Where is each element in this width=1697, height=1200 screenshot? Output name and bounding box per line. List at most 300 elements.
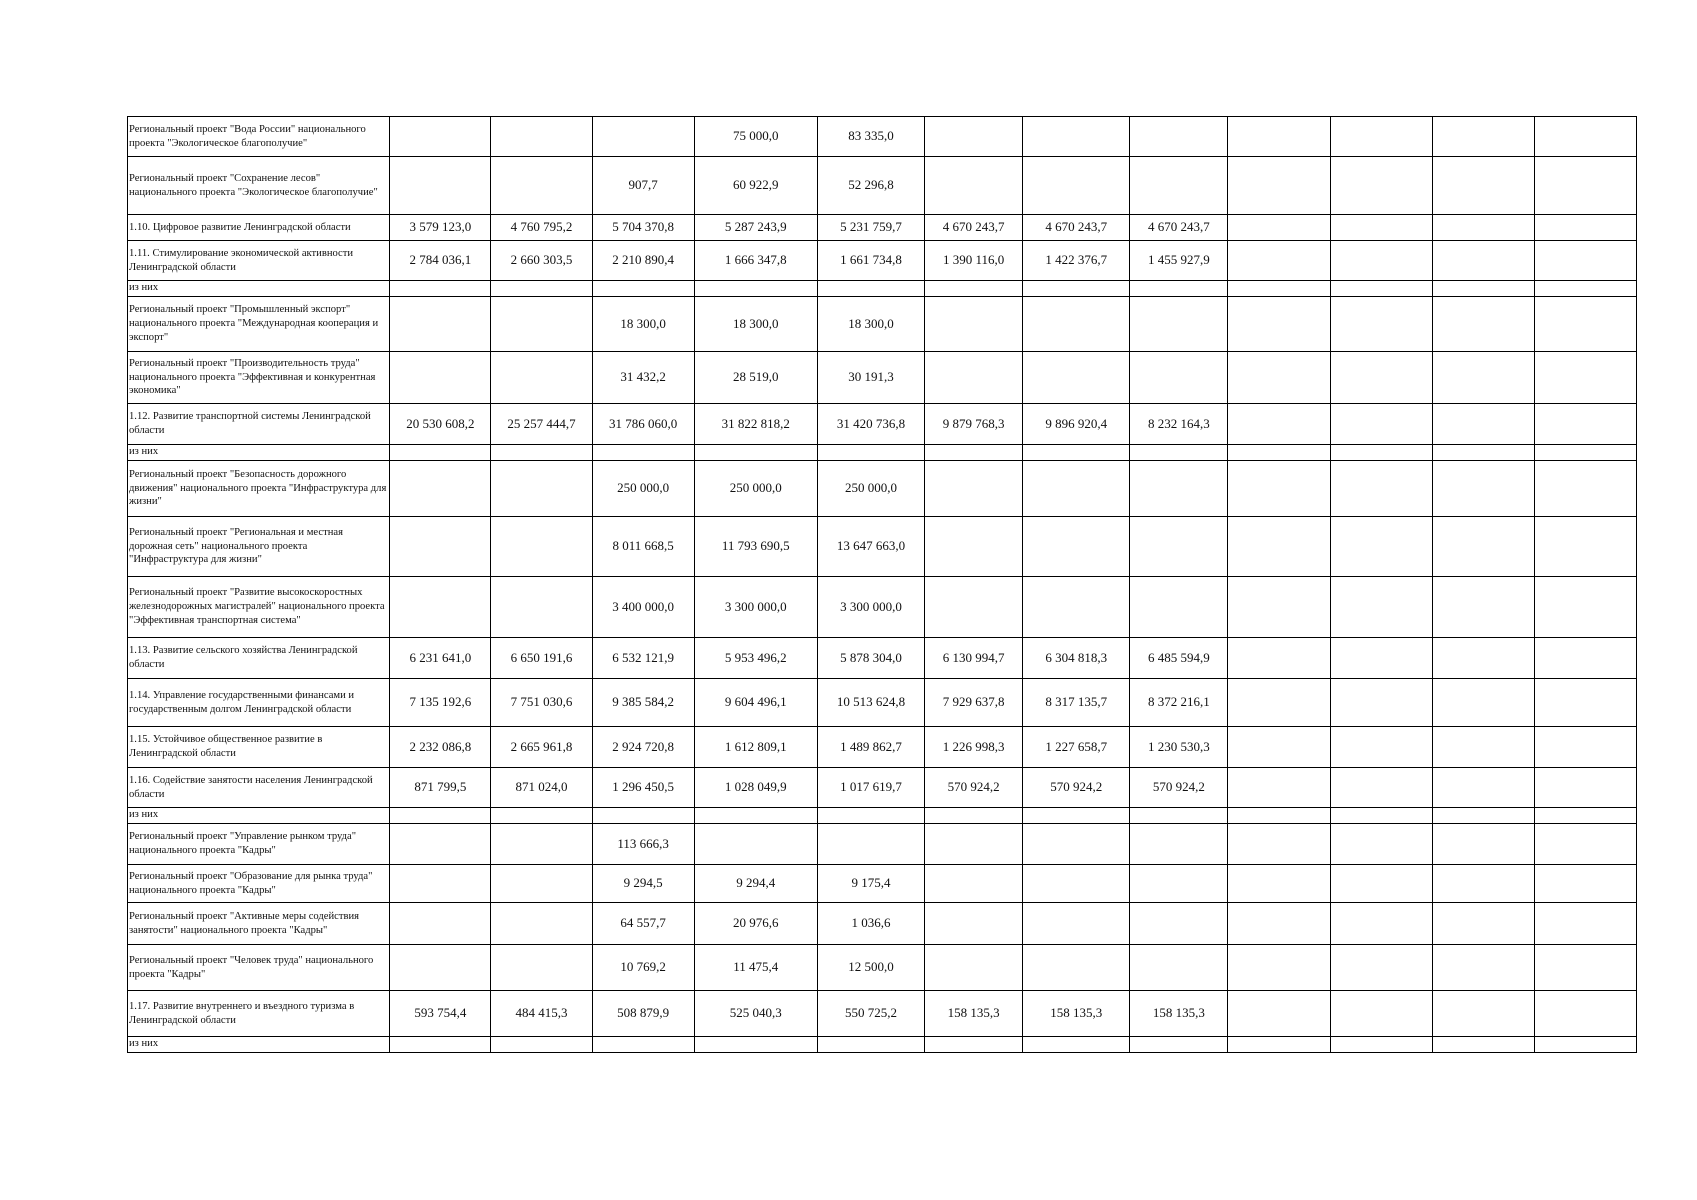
value-cell: 2 210 890,4 <box>592 241 694 281</box>
value-cell <box>390 824 491 865</box>
value-cell: 871 799,5 <box>390 768 491 808</box>
value-cell <box>925 445 1023 461</box>
value-cell: 5 878 304,0 <box>817 638 924 679</box>
row-label: Региональный проект "Промышленный экспорт" национального проекта "Международная кооперация и экспорт" <box>128 297 390 352</box>
value-cell <box>1023 903 1130 945</box>
value-cell <box>1534 991 1636 1037</box>
value-cell <box>1130 903 1228 945</box>
value-cell: 5 953 496,2 <box>694 638 817 679</box>
value-cell <box>1534 903 1636 945</box>
value-cell: 508 879,9 <box>592 991 694 1037</box>
value-cell: 7 751 030,6 <box>491 679 592 727</box>
value-cell: 8 232 164,3 <box>1130 404 1228 445</box>
value-cell <box>1228 679 1330 727</box>
value-cell <box>390 865 491 903</box>
value-cell <box>1023 117 1130 157</box>
value-cell <box>1130 808 1228 824</box>
value-cell <box>1330 991 1432 1037</box>
value-cell <box>491 157 592 215</box>
value-cell <box>1130 281 1228 297</box>
value-cell <box>1130 461 1228 517</box>
value-cell <box>694 1037 817 1053</box>
value-cell <box>592 1037 694 1053</box>
value-cell <box>1330 679 1432 727</box>
value-cell <box>1330 945 1432 991</box>
value-cell <box>1534 768 1636 808</box>
table-row <box>128 461 1637 517</box>
value-cell: 1 489 862,7 <box>817 727 924 768</box>
value-cell: 2 232 086,8 <box>390 727 491 768</box>
value-cell <box>1228 445 1330 461</box>
value-cell <box>1432 679 1534 727</box>
value-cell <box>1330 903 1432 945</box>
value-cell <box>1023 517 1130 577</box>
value-cell <box>491 297 592 352</box>
value-cell <box>1534 865 1636 903</box>
table-row <box>128 157 1637 215</box>
value-cell <box>1534 727 1636 768</box>
value-cell: 1 666 347,8 <box>694 241 817 281</box>
value-cell <box>491 577 592 638</box>
value-cell: 31 786 060,0 <box>592 404 694 445</box>
value-cell: 10 769,2 <box>592 945 694 991</box>
value-cell <box>1130 577 1228 638</box>
value-cell <box>1432 768 1534 808</box>
row-label: Региональный проект "Управление рынком труда" национального проекта "Кадры" <box>128 824 390 865</box>
row-label: 1.15. Устойчивое общественное развитие в Ленинградской области <box>128 727 390 768</box>
value-cell <box>1534 404 1636 445</box>
value-cell: 5 704 370,8 <box>592 215 694 241</box>
value-cell <box>1023 445 1130 461</box>
value-cell <box>694 824 817 865</box>
value-cell <box>1023 945 1130 991</box>
value-cell <box>390 297 491 352</box>
value-cell: 871 024,0 <box>491 768 592 808</box>
value-cell: 18 300,0 <box>592 297 694 352</box>
value-cell <box>1534 117 1636 157</box>
value-cell <box>1130 945 1228 991</box>
value-cell: 8 317 135,7 <box>1023 679 1130 727</box>
value-cell <box>1330 517 1432 577</box>
value-cell: 9 294,5 <box>592 865 694 903</box>
value-cell <box>1330 824 1432 865</box>
value-cell <box>1432 903 1534 945</box>
value-cell: 2 784 036,1 <box>390 241 491 281</box>
value-cell: 7 929 637,8 <box>925 679 1023 727</box>
value-cell: 4 670 243,7 <box>925 215 1023 241</box>
row-label: Региональный проект "Человек труда" национального проекта "Кадры" <box>128 945 390 991</box>
value-cell: 60 922,9 <box>694 157 817 215</box>
value-cell <box>390 903 491 945</box>
value-cell: 1 661 734,8 <box>817 241 924 281</box>
value-cell <box>1534 824 1636 865</box>
value-cell <box>1228 577 1330 638</box>
value-cell: 20 530 608,2 <box>390 404 491 445</box>
table-row <box>128 945 1637 991</box>
row-label: 1.17. Развитие внутреннего и въездного туризма в Ленинградской области <box>128 991 390 1037</box>
value-cell: 12 500,0 <box>817 945 924 991</box>
value-cell <box>925 157 1023 215</box>
value-cell: 250 000,0 <box>694 461 817 517</box>
value-cell <box>1330 404 1432 445</box>
value-cell <box>491 808 592 824</box>
value-cell <box>1023 865 1130 903</box>
value-cell <box>817 281 924 297</box>
value-cell: 30 191,3 <box>817 352 924 404</box>
value-cell <box>1534 808 1636 824</box>
table-row <box>128 352 1637 404</box>
value-cell: 3 300 000,0 <box>817 577 924 638</box>
row-label: 1.12. Развитие транспортной системы Ленинградской области <box>128 404 390 445</box>
value-cell <box>1432 281 1534 297</box>
value-cell <box>694 445 817 461</box>
subheader-row <box>128 1037 1637 1053</box>
value-cell <box>592 117 694 157</box>
value-cell <box>925 352 1023 404</box>
value-cell <box>1130 1037 1228 1053</box>
value-cell: 9 896 920,4 <box>1023 404 1130 445</box>
value-cell <box>1534 945 1636 991</box>
value-cell <box>1534 445 1636 461</box>
value-cell <box>1432 727 1534 768</box>
value-cell <box>817 824 924 865</box>
value-cell <box>925 1037 1023 1053</box>
value-cell: 9 294,4 <box>694 865 817 903</box>
table-row <box>128 824 1637 865</box>
table-row <box>128 297 1637 352</box>
value-cell <box>1534 215 1636 241</box>
value-cell <box>1023 297 1130 352</box>
value-cell <box>1432 1037 1534 1053</box>
value-cell <box>1228 824 1330 865</box>
value-cell <box>1228 768 1330 808</box>
value-cell <box>1023 281 1130 297</box>
value-cell <box>925 517 1023 577</box>
row-label: 1.10. Цифровое развитие Ленинградской области <box>128 215 390 241</box>
value-cell <box>491 461 592 517</box>
value-cell <box>1023 1037 1130 1053</box>
value-cell <box>1534 281 1636 297</box>
value-cell <box>1534 679 1636 727</box>
value-cell <box>491 903 592 945</box>
table-row <box>128 215 1637 241</box>
value-cell <box>1228 517 1330 577</box>
value-cell: 593 754,4 <box>390 991 491 1037</box>
value-cell: 6 130 994,7 <box>925 638 1023 679</box>
value-cell: 83 335,0 <box>817 117 924 157</box>
value-cell: 907,7 <box>592 157 694 215</box>
value-cell <box>1330 1037 1432 1053</box>
value-cell <box>1432 945 1534 991</box>
value-cell: 1 017 619,7 <box>817 768 924 808</box>
value-cell: 4 670 243,7 <box>1023 215 1130 241</box>
value-cell <box>1330 768 1432 808</box>
value-cell: 250 000,0 <box>817 461 924 517</box>
value-cell <box>925 461 1023 517</box>
value-cell: 570 924,2 <box>925 768 1023 808</box>
value-cell: 5 231 759,7 <box>817 215 924 241</box>
value-cell <box>925 824 1023 865</box>
value-cell: 8 372 216,1 <box>1130 679 1228 727</box>
value-cell <box>1130 117 1228 157</box>
value-cell <box>1534 461 1636 517</box>
table-row <box>128 117 1637 157</box>
value-cell <box>1330 352 1432 404</box>
value-cell <box>1534 1037 1636 1053</box>
value-cell <box>1023 577 1130 638</box>
value-cell <box>390 352 491 404</box>
table-row <box>128 241 1637 281</box>
value-cell: 31 822 818,2 <box>694 404 817 445</box>
value-cell: 18 300,0 <box>817 297 924 352</box>
value-cell <box>1330 445 1432 461</box>
value-cell <box>1228 1037 1330 1053</box>
value-cell: 11 475,4 <box>694 945 817 991</box>
value-cell <box>925 281 1023 297</box>
value-cell <box>1023 824 1130 865</box>
value-cell: 31 432,2 <box>592 352 694 404</box>
table-row <box>128 768 1637 808</box>
value-cell: 9 879 768,3 <box>925 404 1023 445</box>
value-cell <box>1228 945 1330 991</box>
value-cell <box>1432 824 1534 865</box>
value-cell <box>390 1037 491 1053</box>
value-cell <box>1023 461 1130 517</box>
value-cell: 11 793 690,5 <box>694 517 817 577</box>
value-cell <box>390 808 491 824</box>
value-cell <box>1432 404 1534 445</box>
value-cell <box>1023 352 1130 404</box>
value-cell: 9 385 584,2 <box>592 679 694 727</box>
value-cell: 1 226 998,3 <box>925 727 1023 768</box>
value-cell <box>1130 517 1228 577</box>
value-cell <box>1534 157 1636 215</box>
value-cell <box>925 577 1023 638</box>
value-cell <box>1330 215 1432 241</box>
value-cell <box>491 1037 592 1053</box>
value-cell <box>390 517 491 577</box>
value-cell <box>1432 241 1534 281</box>
value-cell: 3 579 123,0 <box>390 215 491 241</box>
table-row <box>128 638 1637 679</box>
value-cell: 158 135,3 <box>925 991 1023 1037</box>
row-label: Региональный проект "Образование для рынка труда" национального проекта "Кадры" <box>128 865 390 903</box>
value-cell: 6 231 641,0 <box>390 638 491 679</box>
value-cell: 1 422 376,7 <box>1023 241 1130 281</box>
value-cell: 7 135 192,6 <box>390 679 491 727</box>
value-cell <box>925 808 1023 824</box>
value-cell <box>1130 824 1228 865</box>
value-cell <box>390 157 491 215</box>
value-cell <box>1228 404 1330 445</box>
value-cell <box>1023 808 1130 824</box>
value-cell: 31 420 736,8 <box>817 404 924 445</box>
value-cell <box>390 577 491 638</box>
value-cell: 158 135,3 <box>1023 991 1130 1037</box>
value-cell <box>925 865 1023 903</box>
value-cell <box>1534 297 1636 352</box>
value-cell: 20 976,6 <box>694 903 817 945</box>
value-cell: 2 924 720,8 <box>592 727 694 768</box>
table-row <box>128 865 1637 903</box>
value-cell <box>390 461 491 517</box>
value-cell: 6 532 121,9 <box>592 638 694 679</box>
value-cell <box>390 117 491 157</box>
row-label: из них <box>128 808 390 824</box>
value-cell <box>592 281 694 297</box>
value-cell: 550 725,2 <box>817 991 924 1037</box>
value-cell <box>1330 117 1432 157</box>
value-cell <box>1330 281 1432 297</box>
subheader-row <box>128 445 1637 461</box>
value-cell: 1 230 530,3 <box>1130 727 1228 768</box>
row-label: Региональный проект "Производительность труда" национального проекта "Эффективная и конкурентная экономика" <box>128 352 390 404</box>
value-cell <box>1534 241 1636 281</box>
value-cell: 18 300,0 <box>694 297 817 352</box>
value-cell: 8 011 668,5 <box>592 517 694 577</box>
value-cell <box>1130 297 1228 352</box>
row-label: 1.11. Стимулирование экономической активности Ленинградской области <box>128 241 390 281</box>
value-cell: 2 660 303,5 <box>491 241 592 281</box>
value-cell <box>1330 577 1432 638</box>
table-row <box>128 679 1637 727</box>
value-cell: 28 519,0 <box>694 352 817 404</box>
value-cell <box>1432 517 1534 577</box>
subheader-row <box>128 281 1637 297</box>
value-cell <box>925 297 1023 352</box>
value-cell: 113 666,3 <box>592 824 694 865</box>
row-label: Региональный проект "Региональная и местная дорожная сеть" национального проекта "Инфраструктура для жизни" <box>128 517 390 577</box>
value-cell: 2 665 961,8 <box>491 727 592 768</box>
value-cell <box>817 1037 924 1053</box>
value-cell <box>1228 297 1330 352</box>
value-cell <box>925 903 1023 945</box>
value-cell: 3 300 000,0 <box>694 577 817 638</box>
value-cell <box>491 281 592 297</box>
table-row <box>128 517 1637 577</box>
value-cell <box>694 281 817 297</box>
value-cell <box>1432 865 1534 903</box>
row-label: Региональный проект "Безопасность дорожного движения" национального проекта "Инфраструктура для жизни" <box>128 461 390 517</box>
value-cell <box>1228 865 1330 903</box>
value-cell: 1 227 658,7 <box>1023 727 1130 768</box>
value-cell: 1 455 927,9 <box>1130 241 1228 281</box>
value-cell <box>491 517 592 577</box>
value-cell <box>1228 991 1330 1037</box>
value-cell <box>1228 808 1330 824</box>
value-cell <box>1228 241 1330 281</box>
value-cell <box>694 808 817 824</box>
value-cell: 9 604 496,1 <box>694 679 817 727</box>
value-cell <box>1432 215 1534 241</box>
value-cell: 3 400 000,0 <box>592 577 694 638</box>
value-cell <box>1432 297 1534 352</box>
row-label: из них <box>128 445 390 461</box>
table-row <box>128 404 1637 445</box>
value-cell: 5 287 243,9 <box>694 215 817 241</box>
row-label: из них <box>128 281 390 297</box>
value-cell: 25 257 444,7 <box>491 404 592 445</box>
value-cell <box>390 945 491 991</box>
value-cell <box>1330 865 1432 903</box>
value-cell <box>592 808 694 824</box>
row-label: 1.14. Управление государственными финансами и государственным долгом Ленинградской области <box>128 679 390 727</box>
value-cell <box>1228 903 1330 945</box>
value-cell <box>1432 352 1534 404</box>
value-cell <box>1432 577 1534 638</box>
row-label: из них <box>128 1037 390 1053</box>
value-cell: 525 040,3 <box>694 991 817 1037</box>
value-cell <box>925 945 1023 991</box>
row-label: Региональный проект "Активные меры содействия занятости" национального проекта "Кадры" <box>128 903 390 945</box>
value-cell: 1 390 116,0 <box>925 241 1023 281</box>
value-cell <box>1130 865 1228 903</box>
value-cell: 158 135,3 <box>1130 991 1228 1037</box>
row-label: Региональный проект "Вода России" национального проекта "Экологическое благополучие" <box>128 117 390 157</box>
value-cell <box>491 352 592 404</box>
value-cell: 10 513 624,8 <box>817 679 924 727</box>
value-cell <box>817 808 924 824</box>
value-cell <box>1330 297 1432 352</box>
table-row <box>128 577 1637 638</box>
value-cell: 484 415,3 <box>491 991 592 1037</box>
table-row <box>128 903 1637 945</box>
value-cell <box>1534 577 1636 638</box>
value-cell <box>1534 517 1636 577</box>
value-cell <box>1330 808 1432 824</box>
value-cell <box>1330 461 1432 517</box>
value-cell: 9 175,4 <box>817 865 924 903</box>
value-cell: 1 028 049,9 <box>694 768 817 808</box>
value-cell: 1 612 809,1 <box>694 727 817 768</box>
value-cell <box>1432 157 1534 215</box>
value-cell: 570 924,2 <box>1130 768 1228 808</box>
value-cell: 1 036,6 <box>817 903 924 945</box>
value-cell <box>1432 638 1534 679</box>
value-cell <box>390 445 491 461</box>
value-cell: 52 296,8 <box>817 157 924 215</box>
value-cell: 75 000,0 <box>694 117 817 157</box>
value-cell <box>491 945 592 991</box>
value-cell <box>491 117 592 157</box>
value-cell: 6 304 818,3 <box>1023 638 1130 679</box>
budget-table <box>127 116 1637 1053</box>
value-cell <box>1330 157 1432 215</box>
value-cell <box>1130 157 1228 215</box>
subheader-row <box>128 808 1637 824</box>
value-cell <box>1228 638 1330 679</box>
value-cell <box>1130 445 1228 461</box>
value-cell <box>491 824 592 865</box>
value-cell <box>1228 727 1330 768</box>
value-cell <box>1023 157 1130 215</box>
row-label: Региональный проект "Сохранение лесов" национального проекта "Экологическое благополучие" <box>128 157 390 215</box>
value-cell <box>1432 445 1534 461</box>
value-cell: 4 670 243,7 <box>1130 215 1228 241</box>
value-cell <box>1228 352 1330 404</box>
table-row <box>128 727 1637 768</box>
value-cell <box>1228 461 1330 517</box>
value-cell <box>1130 352 1228 404</box>
value-cell <box>1330 241 1432 281</box>
value-cell: 4 760 795,2 <box>491 215 592 241</box>
value-cell <box>1228 281 1330 297</box>
row-label: 1.16. Содействие занятости населения Ленинградской области <box>128 768 390 808</box>
value-cell <box>1228 215 1330 241</box>
value-cell: 570 924,2 <box>1023 768 1130 808</box>
value-cell <box>1432 808 1534 824</box>
value-cell <box>1534 638 1636 679</box>
